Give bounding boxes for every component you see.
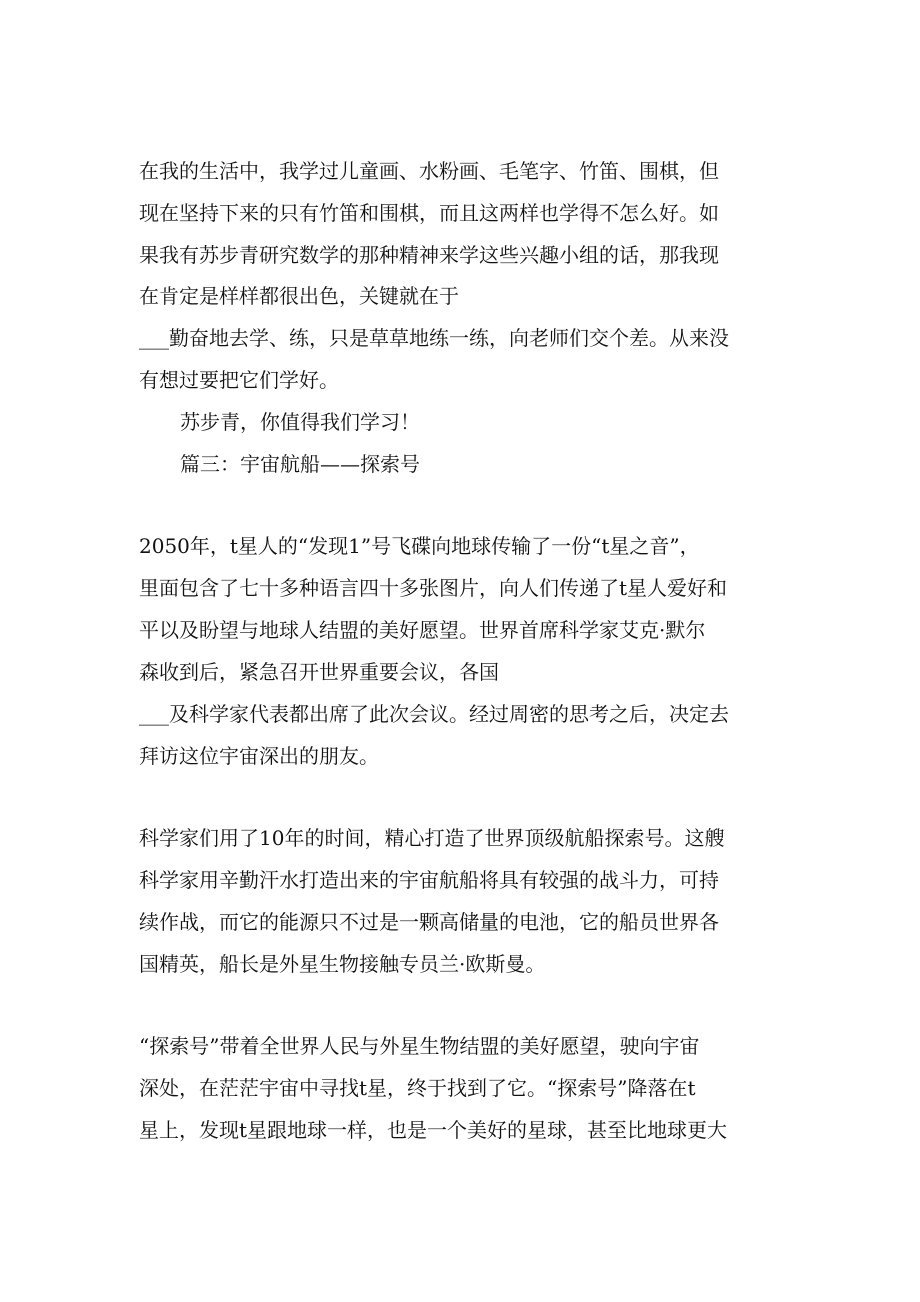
paragraph-line: 星上，发现t星跟地球一样，也是一个美好的星球，甚至比地球更大 [139,1118,728,1142]
paragraph-line: 里面包含了七十多种语言四十多张图片，向人们传递了t星人爱好和 [139,576,728,600]
paragraph-line: 拜访这位宇宙深出的朋友。 [139,744,379,768]
paragraph-line: 果我有苏步青研究数学的那种精神来学这些兴趣小组的话，那我现 [139,243,719,267]
paragraph-line: 现在坚持下来的只有竹笛和围棋，而且这两样也学得不怎么好。如 [139,201,719,225]
paragraph-line: 在肯定是样样都很出色，关键就在于 [139,284,459,308]
paragraph-line: 深处，在茫茫宇宙中寻找t星，终于找到了它。“探索号”降落在t [139,1076,696,1100]
paragraph-line: 苏步青，你值得我们学习！ [180,410,420,434]
paragraph-line: 森收到后，紧急召开世界重要会议，各国 [139,660,499,684]
paragraph-line: “探索号”带着全世界人民与外星生物结盟的美好愿望，驶向宇宙 [139,1034,700,1058]
paragraph-line: 科学家们用了10年的时间，精心打造了世界顶级航船探索号。这艘 [139,826,725,850]
paragraph-line: ___勤奋地去学、练，只是草草地练一练，向老师们交个差。从来没 [139,326,729,350]
paragraph-line: 续作战，而它的能源只不过是一颗高储量的电池，它的船员世界各 [139,910,719,934]
paragraph-line: 平以及盼望与地球人结盟的美好愿望。世界首席科学家艾克·默尔 [139,618,706,642]
paragraph-line: 在我的生活中，我学过儿童画、水粉画、毛笔字、竹笛、围棋，但 [139,159,719,183]
paragraph-line: 国精英，船长是外星生物接触专员兰·欧斯曼。 [139,952,546,976]
paragraph-line: 2050年，t星人的“发现1”号飞碟向地球传输了一份“t星之音”， [139,534,700,558]
section-heading: 篇三：宇宙航船——探索号 [180,452,420,476]
paragraph-line: 科学家用辛勤汗水打造出来的宇宙航船将具有较强的战斗力，可持 [139,868,719,892]
paragraph-line: 有想过要把它们学好。 [139,368,339,392]
paragraph-line: ___及科学家代表都出席了此次会议。经过周密的思考之后，决定去 [139,702,729,726]
